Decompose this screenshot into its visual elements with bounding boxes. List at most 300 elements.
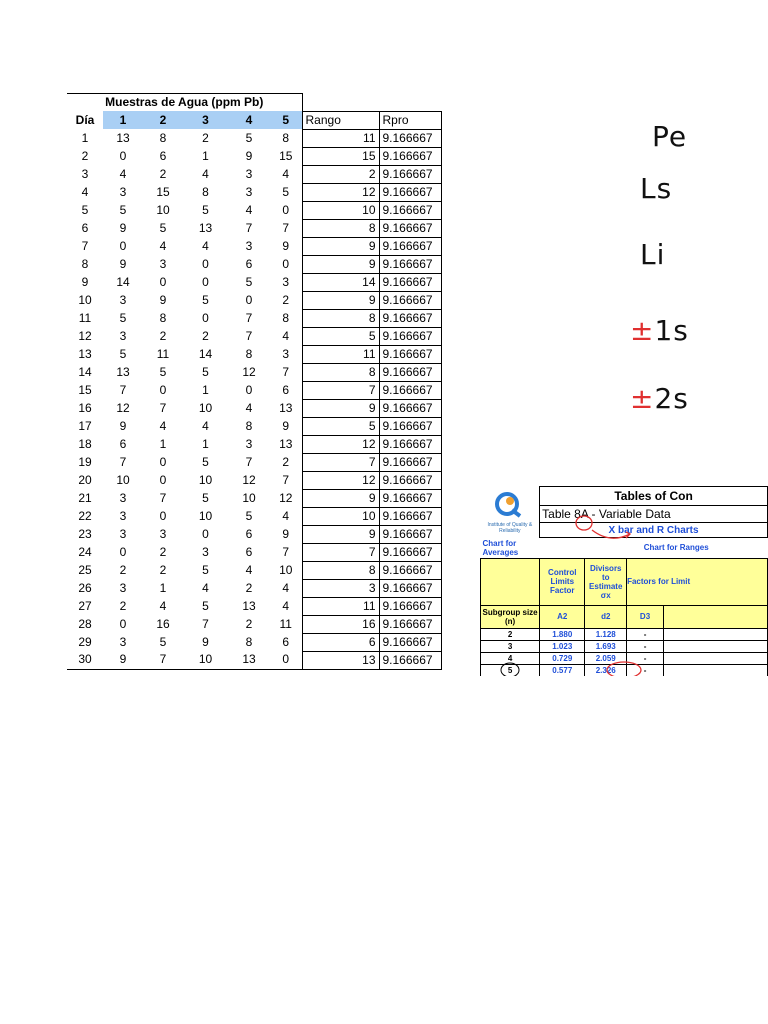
sample-4-cell: 8: [245, 346, 253, 361]
note-2s-text: 2s: [654, 382, 689, 415]
chart-ranges-label: Chart for Ranges: [643, 543, 709, 553]
sample-5-cell: 9: [270, 237, 302, 255]
sample-1-cell: 0: [119, 238, 127, 253]
header-sample-2: 2: [143, 111, 183, 129]
sample-2-cell: 4: [159, 238, 167, 253]
d2-symbol: d2: [585, 605, 627, 628]
rpro-cell: 9.166667: [379, 273, 441, 291]
reference-subtitle: Table 8A - Variable Data: [540, 506, 768, 523]
range-cell: 10: [302, 201, 379, 219]
day-cell: 27: [78, 598, 92, 613]
d2-cell: 1.128: [585, 628, 627, 640]
sample-5-cell: 4: [270, 579, 302, 597]
sample-2-cell: 0: [159, 274, 167, 289]
range-cell: 2: [302, 165, 379, 183]
sample-3-cell: 0: [202, 310, 209, 325]
sample-2-cell: 7: [159, 400, 167, 415]
header-sample-5: 5: [270, 111, 302, 129]
range-cell: 12: [302, 435, 379, 453]
range-cell: 15: [302, 147, 379, 165]
range-cell: 13: [302, 651, 379, 669]
d2-cell: 1.693: [585, 640, 627, 652]
sample-1-cell: 3: [119, 328, 127, 343]
sample-5-cell: 3: [270, 345, 302, 363]
water-samples-table: [67, 93, 442, 670]
sample-1-cell: 3: [119, 292, 127, 307]
sample-1-cell: 3: [119, 526, 127, 541]
sample-5-cell: 4: [270, 165, 302, 183]
range-cell: 7: [302, 543, 379, 561]
sample-5-cell: 7: [270, 543, 302, 561]
a2-cell: 0.729: [540, 652, 585, 664]
sample-3-cell: 4: [202, 580, 209, 595]
table-row: [67, 561, 441, 579]
day-cell: 17: [78, 418, 92, 433]
table-row: [67, 651, 441, 669]
range-cell: 3: [302, 579, 379, 597]
n5-circle-mark: [501, 663, 519, 676]
rpro-cell: 9.166667: [379, 399, 441, 417]
sample-3-cell: 14: [198, 346, 213, 361]
sample-3-cell: 2: [202, 328, 209, 343]
d2-cell: 2.059: [585, 652, 627, 664]
sample-3-cell: 4: [202, 238, 209, 253]
table-row: [67, 381, 441, 399]
range-cell: 8: [302, 309, 379, 327]
sample-1-cell: 0: [119, 148, 127, 163]
note-ls: Ls: [640, 172, 673, 205]
sample-4-cell: 9: [245, 148, 253, 163]
table-row: [67, 633, 441, 651]
rpro-cell: 9.166667: [379, 129, 441, 147]
sample-2-cell: 3: [159, 526, 167, 541]
sample-5-cell: 2: [270, 453, 302, 471]
range-cell: 7: [302, 453, 379, 471]
day-cell: 13: [78, 346, 92, 361]
sample-1-cell: 13: [116, 130, 130, 145]
sample-3-cell: 5: [202, 598, 209, 613]
sample-3-cell: 10: [183, 651, 228, 669]
sample-2-cell: 5: [159, 634, 167, 649]
x-circle-mark: [576, 516, 592, 530]
sample-1-cell: 7: [119, 382, 127, 397]
sample-2-cell: 3: [159, 256, 167, 271]
sample-2-cell: 0: [159, 472, 167, 487]
rpro-cell: 9.166667: [379, 633, 441, 651]
sample-2-cell: 2: [159, 166, 167, 181]
rpro-cell: 9.166667: [379, 363, 441, 381]
sample-3-cell: 1: [202, 148, 209, 163]
subgroup-header: Subgroup size (n): [481, 605, 540, 628]
sample-3-cell: 5: [202, 490, 209, 505]
sample-2-cell: 7: [143, 651, 183, 669]
d3-cell: -: [627, 652, 664, 664]
sample-1-cell: 6: [119, 436, 127, 451]
sample-4-cell: 4: [245, 400, 253, 415]
range-cell: 6: [302, 633, 379, 651]
sample-2-cell: 11: [156, 346, 170, 361]
sample-1-cell: 4: [119, 166, 127, 181]
sample-2-cell: 15: [156, 184, 170, 199]
sample-4-cell: 6: [245, 526, 253, 541]
range-cell: 10: [302, 507, 379, 525]
table-row: [67, 399, 441, 417]
day-cell: 21: [78, 490, 92, 505]
note-1s: [630, 314, 689, 347]
divisors-header: Divisors to Estimate σx: [585, 558, 627, 605]
d3-cell: -: [627, 640, 664, 652]
rpro-cell: 9.166667: [379, 255, 441, 273]
table-row: [67, 147, 441, 165]
chart-averages-label: Chart for Averages: [482, 538, 519, 557]
sample-4-cell: 5: [245, 274, 253, 289]
plus-minus-sign: ±: [630, 314, 655, 347]
sample-1-cell: 9: [119, 256, 127, 271]
sample-5-cell: 7: [270, 471, 302, 489]
range-cell: 7: [302, 381, 379, 399]
sample-3-cell: 2: [202, 130, 209, 145]
annotation-marks: [480, 484, 768, 676]
rpro-cell: 9.166667: [379, 291, 441, 309]
sample-1-cell: 9: [103, 651, 143, 669]
sample-1-cell: 9: [119, 220, 127, 235]
range-cell: 12: [302, 471, 379, 489]
rpro-cell: 9.166667: [379, 579, 441, 597]
d3-cell: -: [627, 664, 664, 676]
range-cell: 8: [302, 561, 379, 579]
sample-4-cell: 7: [245, 454, 253, 469]
day-cell: 22: [78, 508, 92, 523]
rpro-cell: 9.166667: [379, 327, 441, 345]
table-row: [67, 471, 441, 489]
sample-5-cell: 12: [270, 489, 302, 507]
sample-1-cell: 5: [119, 346, 127, 361]
table-row: [67, 489, 441, 507]
rpro-cell: 9.166667: [379, 651, 441, 669]
sample-3-cell: 5: [202, 202, 209, 217]
sample-5-cell: 13: [270, 435, 302, 453]
table-row: [67, 237, 441, 255]
range-cell: 11: [302, 345, 379, 363]
range-cell: 12: [302, 183, 379, 201]
rpro-cell: 9.166667: [379, 597, 441, 615]
sample-3-cell: 5: [202, 292, 209, 307]
table-row: [67, 327, 441, 345]
day-cell: 28: [78, 616, 92, 631]
plus-minus-sign: ±: [630, 382, 655, 415]
day-cell: 9: [81, 274, 89, 289]
sample-3-cell: 1: [202, 436, 209, 451]
rpro-cell: 9.166667: [379, 471, 441, 489]
sample-1-cell: 12: [116, 400, 130, 415]
sample-5-cell: 13: [270, 399, 302, 417]
sample-4-cell: 4: [245, 562, 253, 577]
sample-4-cell: 7: [245, 328, 253, 343]
range-cell: 11: [302, 597, 379, 615]
sample-3-cell: 8: [202, 184, 209, 199]
sample-1-cell: 0: [119, 544, 127, 559]
rpro-cell: 9.166667: [379, 165, 441, 183]
header-sample-1: 1: [103, 111, 143, 129]
sample-1-cell: 10: [116, 472, 130, 487]
day-cell: 10: [78, 292, 92, 307]
sample-1-cell: 3: [119, 490, 127, 505]
sample-4-cell: 3: [245, 436, 253, 451]
sample-5-cell: 8: [270, 129, 302, 147]
sample-4-cell: 6: [245, 544, 253, 559]
table-row: [67, 417, 441, 435]
day-cell: 3: [81, 166, 89, 181]
sample-5-cell: 11: [270, 615, 302, 633]
sample-1-cell: 14: [116, 274, 130, 289]
rpro-cell: 9.166667: [379, 147, 441, 165]
sample-1-cell: 7: [119, 454, 127, 469]
header-sample-3: 3: [183, 111, 228, 129]
a2-cell: 1.023: [540, 640, 585, 652]
rpro-cell: 9.166667: [379, 309, 441, 327]
sample-3-cell: 7: [202, 616, 209, 631]
a2-symbol: A2: [540, 605, 585, 628]
table-row: [67, 453, 441, 471]
table-row: [67, 597, 441, 615]
sample-4-cell: 12: [242, 472, 256, 487]
subgroup-n-cell: 3: [481, 640, 540, 652]
sample-2-cell: 5: [159, 220, 167, 235]
range-cell: 14: [302, 273, 379, 291]
sample-2-cell: 4: [159, 418, 167, 433]
sample-1-cell: 9: [119, 418, 127, 433]
day-cell: 7: [81, 238, 89, 253]
sample-4-cell: 3: [245, 166, 253, 181]
rpro-cell: 9.166667: [379, 201, 441, 219]
sample-5-cell: 10: [270, 561, 302, 579]
sample-4-cell: 2: [245, 580, 253, 595]
rpro-cell: 9.166667: [379, 381, 441, 399]
note-1s-text: 1s: [654, 314, 689, 347]
a2-cell: 1.880: [540, 628, 585, 640]
rpro-cell: 9.166667: [379, 345, 441, 363]
sample-4-cell: 12: [242, 364, 256, 379]
header-sample-4: 4: [228, 111, 270, 129]
sample-3-cell: 5: [202, 562, 209, 577]
range-cell: 9: [302, 237, 379, 255]
sample-2-cell: 6: [159, 148, 167, 163]
header-day: Día: [75, 112, 95, 127]
sample-2-cell: 7: [159, 490, 167, 505]
sample-4-cell: 5: [245, 130, 253, 145]
sample-4-cell: 4: [245, 202, 253, 217]
sample-2-cell: 8: [159, 130, 167, 145]
range-cell: 5: [302, 417, 379, 435]
sample-4-cell: 7: [245, 220, 253, 235]
sample-3-cell: 4: [202, 166, 209, 181]
note-2s: [630, 382, 689, 415]
xbar-label: X bar and R Charts: [540, 523, 768, 538]
day-cell: 2: [81, 148, 89, 163]
reference-title: Tables of Con: [540, 487, 768, 506]
sample-1-cell: 3: [119, 634, 127, 649]
range-cell: 8: [302, 363, 379, 381]
sample-4-cell: 6: [245, 256, 253, 271]
header-range: Rango: [302, 111, 379, 129]
table-row: [67, 507, 441, 525]
sample-5-cell: 0: [270, 651, 302, 669]
sample-2-cell: 0: [159, 454, 167, 469]
subgroup-n-cell: 2: [481, 628, 540, 640]
header-row: [67, 111, 441, 129]
d3-symbol: D3: [627, 605, 664, 628]
sample-5-cell: 9: [270, 525, 302, 543]
day-cell: 23: [78, 526, 92, 541]
day-cell: 11: [78, 310, 92, 325]
table-row: [67, 579, 441, 597]
sample-1-cell: 3: [119, 580, 127, 595]
sample-3-cell: 3: [202, 544, 209, 559]
table-row: [67, 543, 441, 561]
sample-4-cell: 3: [245, 184, 253, 199]
day-cell: 19: [78, 454, 92, 469]
d2-cell: 2.326: [585, 664, 627, 676]
day-cell: 24: [78, 544, 92, 559]
day-cell: 16: [78, 400, 92, 415]
sample-1-cell: 0: [119, 616, 127, 631]
sample-5-cell: 6: [270, 633, 302, 651]
control-chart-reference: [480, 484, 768, 676]
sample-3-cell: 5: [202, 454, 209, 469]
table-row: [67, 525, 441, 543]
sample-4-cell: 13: [228, 651, 270, 669]
sample-5-cell: 15: [270, 147, 302, 165]
sample-2-cell: 0: [159, 508, 167, 523]
range-cell: 9: [302, 291, 379, 309]
sample-2-cell: 2: [159, 328, 167, 343]
range-cell: 9: [302, 255, 379, 273]
sample-5-cell: 2: [270, 291, 302, 309]
subgroup-n-cell: 4: [481, 652, 540, 664]
sample-3-cell: 1: [202, 382, 209, 397]
rpro-cell: 9.166667: [379, 615, 441, 633]
table-row: [67, 219, 441, 237]
day-cell: 14: [78, 364, 92, 379]
sample-4-cell: 5: [245, 508, 253, 523]
sample-4-cell: 8: [245, 634, 253, 649]
sample-4-cell: 8: [245, 418, 253, 433]
range-cell: 8: [302, 219, 379, 237]
sample-2-cell: 1: [159, 436, 167, 451]
a2-cell: 0.577: [540, 664, 585, 676]
sample-3-cell: 10: [198, 508, 213, 523]
rpro-cell: 9.166667: [379, 507, 441, 525]
d2-circle-mark: [607, 662, 641, 676]
table-row: [67, 183, 441, 201]
sample-3-cell: 9: [202, 634, 209, 649]
day-cell: 18: [78, 436, 92, 451]
sample-2-cell: 10: [156, 202, 170, 217]
sample-4-cell: 2: [245, 616, 253, 631]
sample-3-cell: 0: [202, 256, 209, 271]
day-cell: 26: [78, 580, 92, 595]
sample-4-cell: 10: [242, 490, 256, 505]
arrow-annotation: [592, 530, 630, 538]
sample-5-cell: 4: [270, 327, 302, 345]
factors-header: Factors for Limit: [627, 558, 768, 605]
table-row: [67, 273, 441, 291]
sample-2-cell: 9: [159, 292, 167, 307]
sample-5-cell: 9: [270, 417, 302, 435]
sample-4-cell: 0: [245, 382, 253, 397]
sample-2-cell: 0: [159, 382, 167, 397]
table-row: [67, 363, 441, 381]
control-limits-header: Control Limits Factor: [540, 558, 585, 605]
table-row: [67, 309, 441, 327]
sample-2-cell: 4: [159, 598, 167, 613]
rpro-cell: 9.166667: [379, 525, 441, 543]
sample-3-cell: 10: [198, 400, 213, 415]
sample-5-cell: 6: [270, 381, 302, 399]
day-cell: 25: [78, 562, 92, 577]
sample-4-cell: 7: [245, 310, 253, 325]
rpro-cell: 9.166667: [379, 543, 441, 561]
day-cell: 12: [78, 328, 92, 343]
subgroup-n-cell: 5: [481, 664, 540, 676]
sample-5-cell: 4: [270, 507, 302, 525]
org-name: Institute of Quality & Reliability: [487, 522, 533, 534]
sample-5-cell: 0: [270, 255, 302, 273]
range-cell: 11: [302, 129, 379, 147]
day-cell: 5: [81, 202, 89, 217]
day-cell: 20: [78, 472, 92, 487]
day-cell: 15: [78, 382, 92, 397]
sample-5-cell: 0: [270, 201, 302, 219]
note-li: Li: [640, 238, 666, 271]
rpro-cell: 9.166667: [379, 435, 441, 453]
sample-3-cell: 5: [202, 364, 209, 379]
rpro-cell: 9.166667: [379, 237, 441, 255]
sample-1-cell: 2: [119, 598, 127, 613]
table-title: Muestras de Agua (ppm Pb): [67, 94, 302, 112]
table-row: [67, 615, 441, 633]
sample-4-cell: 13: [242, 598, 256, 613]
day-cell: 8: [81, 256, 89, 271]
day-cell: 29: [78, 634, 92, 649]
rpro-cell: 9.166667: [379, 417, 441, 435]
sample-2-cell: 5: [159, 364, 167, 379]
sample-1-cell: 3: [119, 508, 127, 523]
table-row: [67, 255, 441, 273]
sample-5-cell: 3: [270, 273, 302, 291]
sample-5-cell: 7: [270, 363, 302, 381]
rpro-cell: 9.166667: [379, 219, 441, 237]
day-cell: 6: [81, 220, 89, 235]
sample-4-cell: 3: [245, 238, 253, 253]
sample-2-cell: 2: [159, 544, 167, 559]
table-row: [67, 201, 441, 219]
sample-3-cell: 13: [198, 220, 213, 235]
sample-1-cell: 5: [119, 310, 127, 325]
rpro-cell: 9.166667: [379, 453, 441, 471]
table-row: [67, 165, 441, 183]
sample-3-cell: 4: [202, 418, 209, 433]
sample-1-cell: 2: [119, 562, 127, 577]
sample-1-cell: 5: [119, 202, 127, 217]
note-pe: Pe: [652, 120, 688, 153]
day-cell: 30: [67, 651, 103, 669]
rpro-cell: 9.166667: [379, 489, 441, 507]
sample-1-cell: 3: [119, 184, 127, 199]
header-rpro: Rpro: [379, 111, 441, 129]
range-cell: 9: [302, 525, 379, 543]
day-cell: 1: [81, 130, 89, 145]
